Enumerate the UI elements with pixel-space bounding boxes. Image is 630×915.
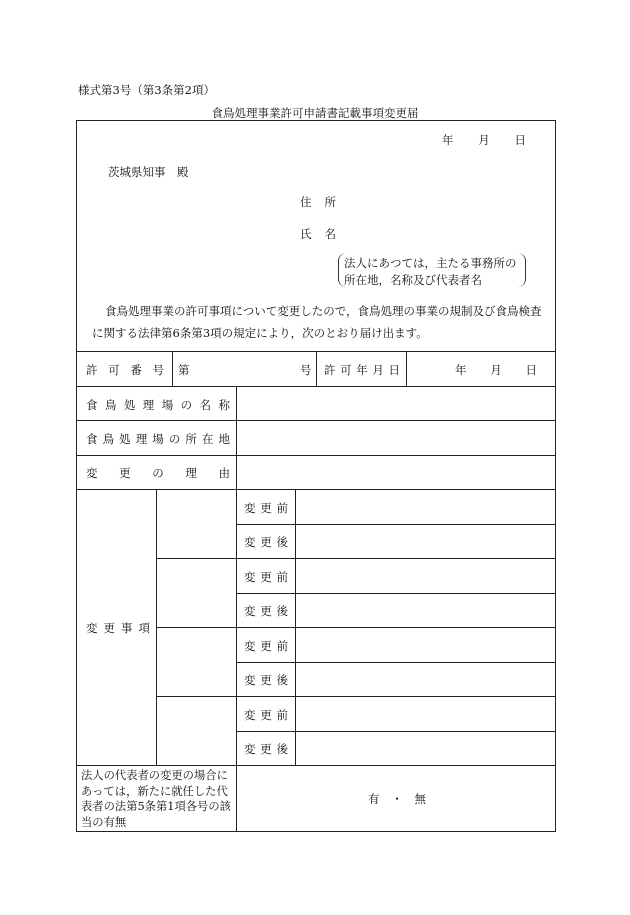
plant-name-label: 食 鳥 処 理 場 の 名 称 — [86, 398, 230, 412]
after-label: 変 更 後 — [244, 742, 288, 756]
rule-change-group-3 — [156, 696, 556, 697]
yes-no-choice: 有 ・ 無 — [368, 792, 426, 806]
rule-row-1 — [76, 386, 556, 387]
plant-location-label: 食 鳥 処 理 場 の 所 在 地 — [86, 432, 230, 446]
rule-label-col — [236, 386, 237, 832]
rule-change-3 — [236, 662, 556, 663]
permit-date-value: 年 月 日 — [455, 363, 537, 377]
rule-permit-col-2 — [316, 351, 317, 386]
rule-row-2 — [76, 420, 556, 421]
submission-date: 年 月 日 — [442, 133, 526, 147]
reason-label: 変 更 の 理 由 — [86, 466, 230, 480]
permit-no-suffix: 号 — [300, 363, 312, 377]
before-label: 変 更 前 — [244, 501, 288, 515]
rule-change-group-2 — [156, 627, 556, 628]
rule-row-3 — [76, 455, 556, 456]
corporate-note-line1: 法人にあつては，主たる事務所の — [344, 256, 517, 270]
after-label: 変 更 後 — [244, 535, 288, 549]
corporate-note-line2: 所在地，名称及び代表者名 — [344, 273, 482, 287]
rule-change-2 — [236, 593, 556, 594]
before-label: 変 更 前 — [244, 570, 288, 584]
form-title: 食鳥処理事業許可申請書記載事項変更届 — [211, 106, 419, 120]
changes-label: 変 更 事 項 — [86, 621, 150, 635]
form-number: 様式第3号（第3条第2項） — [78, 83, 215, 97]
representative-question: 法人の代表者の変更の場合にあっては，新たに就任した代表者の法第5条第1項各号の該当の有無 — [81, 769, 231, 829]
permit-date-label: 許 可 年 月 日 — [324, 363, 400, 377]
rule-permit-col-3 — [406, 351, 407, 386]
address-label: 住 所 — [300, 195, 336, 209]
before-label: 変 更 前 — [244, 708, 288, 722]
rule-permit-col-1 — [172, 351, 173, 386]
rule-changes-bottom — [76, 765, 556, 766]
rule-change-group-1 — [156, 558, 556, 559]
rule-change-1 — [236, 524, 556, 525]
rule-change-4 — [236, 731, 556, 732]
declaration-text: 食鳥処理事業の許可事項について変更したので，食鳥処理の事業の規制及び食鳥検査に関する法律第6条第3項の規定により，次のとおり届け出ます。 — [92, 304, 542, 340]
permit-no-prefix: 第 — [178, 363, 190, 377]
after-label: 変 更 後 — [244, 673, 288, 687]
permit-number-label: 許 可 番 号 — [86, 363, 164, 377]
name-label: 氏 名 — [300, 227, 336, 241]
rule-row-4 — [76, 489, 556, 490]
rule-changes-col — [156, 489, 157, 765]
after-label: 変 更 後 — [244, 604, 288, 618]
before-label: 変 更 前 — [244, 639, 288, 653]
addressee: 茨城県知事 殿 — [108, 165, 189, 179]
rule-before-after-col — [295, 489, 296, 765]
